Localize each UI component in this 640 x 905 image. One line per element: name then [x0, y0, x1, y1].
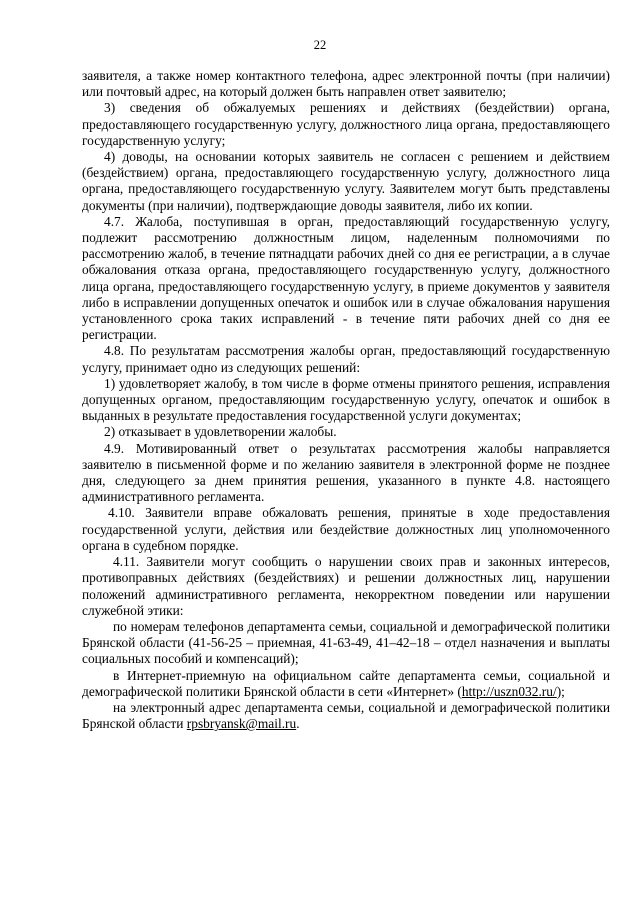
email-address-tail: .	[296, 716, 300, 732]
paragraph-4-10: 4.10. Заявители вправе обжаловать решения, принятые в ходе предоставления государственной услуги, действия или бездействие должностных лиц уполномоченного органа в судебном порядке.	[82, 505, 610, 553]
paragraph-4-8: 4.8. По результатам рассмотрения жалобы орган, предоставляющий государственную услугу, принимает одно из следующих решений:	[82, 343, 610, 375]
email-link[interactable]: rpsbryansk@mail.ru	[186, 716, 297, 732]
paragraph-item-4: 4) доводы, на основании которых заявитель не согласен с решением и действием (бездействием) органа, предоставляющего государственную услугу, должностного лица органа, предоставляющего государственную услугу. Заявителем могут быть представлены документы (при наличии), подтверждающие доводы заявителя, либо их копии.	[82, 149, 610, 213]
paragraph-applicant-contacts: заявителя, а также номер контактного телефона, адрес электронной почты (при наличии) или почтовый адрес, на который должен быть направлен ответ заявителю;	[82, 68, 610, 100]
paragraph-4-8-item-2: 2) отказывает в удовлетворении жалобы.	[104, 424, 337, 440]
paragraph-4-7: 4.7. Жалоба, поступившая в орган, предоставляющий государственную услугу, подлежит рассмотрению должностным лицом, наделенным полномочиями по рассмотрению жалоб, в течение пятнадцати рабочих дней со дня ее регистрации, а в случае обжалования отказа органа, предоставляющего государственную услугу, должностного лица органа, предоставляющего государственную услугу, в приеме документов у заявителя либо в исправлении допущенных опечаток и ошибок или в случае обжалования нарушения установленного срока таких исправлений - в течение пяти рабочих дней со дня ее регистрации.	[82, 213, 610, 343]
paragraph-4-9: 4.9. Мотивированный ответ о результатах рассмотрения жалобы направляется заявителю в письменной форме и по желанию заявителя в электронной форме не позднее дня, следующего за днем принятия решения, указанного в пункте 4.8. настоящего административного регламента.	[82, 440, 610, 505]
internet-reception-text: в Интернет-приемную на официальном сайте департамента семьи, социальной и демографической политики Брянской области в сети «Интернет» (	[82, 667, 610, 699]
paragraph-4-11: 4.11. Заявители могут сообщить о нарушении своих прав и законных интересов, противоправных действиях (бездействиях) и решении должностных лиц, нарушении положений административного регламента, некорректном поведении или нарушении служебной этики:	[82, 554, 610, 618]
internet-reception-tail: );	[556, 683, 565, 699]
paragraph-phone-numbers: по номерам телефонов департамента семьи, социальной и демографической политики Брянской области (41-56-25 – приемная, 41-63-49, 41–42–18 – отдел назначения и выплаты социальных пособий и компенсаций);	[82, 618, 610, 667]
paragraph-item-3: 3) сведения об обжалуемых решениях и действиях (бездействии) органа, предоставляющего государственную услугу, должностного лица органа, предоставляющего государственную услугу;	[82, 100, 610, 148]
page-number: 22	[313, 38, 327, 52]
paragraph-internet-reception	[82, 668, 610, 700]
paragraph-email-address	[82, 700, 610, 732]
document-body	[82, 68, 610, 732]
paragraph-4-8-item-1: 1) удовлетворяет жалобу, в том числе в форме отмены принятого решения, исправления допущенных органом, предоставляющим государственную услугу, опечаток и ошибок в выданных в результате предоставления государственной услуги документах;	[82, 375, 610, 424]
website-link[interactable]: http://uszn032.ru/	[461, 683, 557, 699]
email-address-text: на электронный адрес департамента семьи, социальной и демографической политики Брянской области	[82, 699, 610, 732]
